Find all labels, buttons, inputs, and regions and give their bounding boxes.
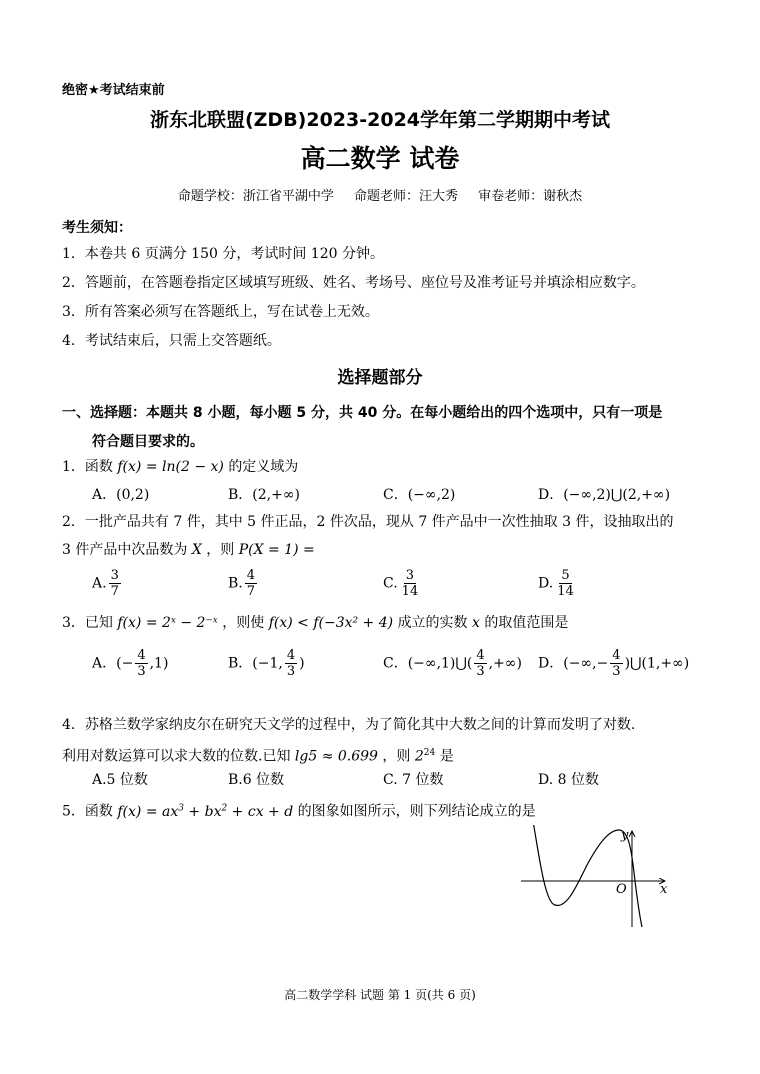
q1-option-a: A．(0,2) <box>92 487 150 503</box>
q3-option-b: B．(−1, $\frac{4}{3}$ ) <box>228 648 305 679</box>
q5-expression: $f(x) = ax^3 + bx^2$ + cx + d <box>117 803 294 820</box>
y-axis-label: y <box>621 828 629 843</box>
exam-title: 浙东北联盟(ZDB)2023-2024学年第二学期期中考试 <box>149 109 611 131</box>
question-2-line2: 3 件产品中次品数为 X ，则 P(X = 1) = <box>62 542 315 558</box>
q4-option-b: B.6 位数 <box>228 772 285 788</box>
question-4-line2: 利用对数运算可以求大数的位数.已知 lg5 ≈ 0.699 ，则 $2^{24}$ 是 <box>62 748 454 765</box>
q1-option-c: C．(−∞,2) <box>383 487 456 503</box>
notice-heading: 考生须知： <box>62 220 132 236</box>
q2-option-d: D. $\frac{5}{14}$ <box>538 568 574 599</box>
q1-option-b: B．(2,+∞) <box>228 487 300 503</box>
q3-expression-1: f(x) = 2ˣ − 2⁻ˣ <box>117 615 218 631</box>
exam-subject: 高二数学 试卷 <box>300 144 460 173</box>
question-5: 5．函数 $f(x) = ax^3 + bx^2$ + cx + d 的图象如图所示，则下列结论成立的是 <box>62 803 536 820</box>
origin-label: O <box>616 882 627 897</box>
part1-instructions-line1: 一、选择题：本题共 8 小题，每小题 5 分，共 40 分。在每小题给出的四个选项中，只有一项是 <box>62 405 663 421</box>
q5-function-graph <box>515 825 675 930</box>
notice-item-3: 3．所有答案必须写在答题纸上，写在试卷上无效。 <box>62 304 379 320</box>
q2-expression: P(X = 1) = <box>238 542 315 558</box>
x-axis-label: x <box>660 882 668 897</box>
q3-expression-2: f(x) < f(−3x² + 4) <box>268 615 394 631</box>
q4-option-d: D. 8 位数 <box>538 772 599 788</box>
q3-option-d: D．(−∞,− $\frac{4}{3}$ )⋃(1,+∞) <box>538 648 690 679</box>
authors-line <box>0 187 760 207</box>
q3-option-a: A．(− $\frac{4}{3}$ ,1) <box>92 648 169 679</box>
q4-option-a: A.5 位数 <box>92 772 148 788</box>
confidential-mark: 绝密★考试结束前 <box>62 83 165 98</box>
q2-option-b: B. $\frac{4}{7}$ <box>228 568 256 599</box>
question-2-line1: 2．一批产品共有 7 件，其中 5 件正品，2 件次品，现从 7 件产品中一次性抽取 3 件，设抽取出的 <box>62 514 674 530</box>
q1-option-d: D．(−∞,2)⋃(2,+∞) <box>538 487 671 503</box>
q4-expression: lg5 ≈ 0.699 <box>294 748 378 765</box>
question-4-line1: 4．苏格兰数学家纳皮尔在研究天文学的过程中，为了简化其中大数之间的计算而发明了对数. <box>62 717 636 733</box>
page-footer: 高二数学学科 试题 第 1 页(共 6 页) <box>284 988 476 1002</box>
notice-item-2: 2．答题前，在答题卷指定区域填写班级、姓名、考场号、座位号及准考证号并填涂相应数字。 <box>62 275 645 291</box>
reviewer: 审卷老师：谢秋杰 <box>478 189 583 204</box>
question-3: 3．已知 f(x) = 2ˣ − 2⁻ˣ ，则使 f(x) < f(−3x² + 4) 成立的实数 x 的取值范围是 <box>62 615 569 631</box>
notice-item-4: 4．考试结束后，只需上交答题纸。 <box>62 333 281 349</box>
part1-instructions-line2: 符合题目要求的。 <box>92 434 204 450</box>
q3-option-c: C．(−∞,1)⋃( $\frac{4}{3}$ ,+∞) <box>383 648 522 679</box>
q4-option-c: C. 7 位数 <box>383 772 444 788</box>
q2-option-a: A. $\frac{3}{7}$ <box>92 568 119 599</box>
question-1: 1．函数 f(x) = ln(2 − x) 的定义域为 <box>62 459 299 475</box>
notice-item-1: 1．本卷共 6 页满分 150 分，考试时间 120 分钟。 <box>62 246 384 262</box>
q2-option-c: C. $\frac{3}{14}$ <box>383 568 419 599</box>
section-title: 选择题部分 <box>337 368 423 388</box>
setter: 命题老师：汪大秀 <box>353 189 458 204</box>
q1-expression: f(x) = ln(2 − x) <box>117 459 224 475</box>
school: 命题学校：浙江省平湖中学 <box>177 189 334 204</box>
